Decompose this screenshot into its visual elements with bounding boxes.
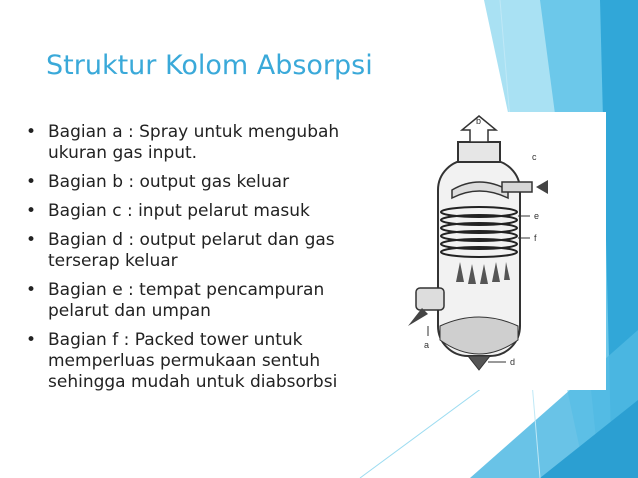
solvent-inlet-arrow — [536, 180, 548, 194]
bullet-text: Bagian f : Packed tower untuk memperluas permukaan sentuh sehingga mudah untuk diabsorbsi — [48, 330, 338, 392]
bullet-text: Bagian e : tempat pencampuran pelarut dan umpan — [48, 280, 325, 321]
bullet-text: Bagian a : Spray untuk mengubah ukuran gas input. — [48, 122, 340, 163]
bullet-list — [24, 122, 376, 401]
gas-inlet-nozzle — [416, 288, 444, 310]
liquid-outlet-arrow — [468, 356, 490, 370]
label-b: b — [476, 116, 482, 126]
label-d: d — [510, 357, 516, 367]
bullet-dot: • — [26, 280, 37, 300]
bullet-dot: • — [26, 201, 37, 221]
solvent-inlet-pipe — [502, 182, 532, 192]
bullet-dot: • — [26, 172, 37, 192]
bullet-item-f — [24, 330, 376, 393]
bullet-item-d — [24, 230, 376, 272]
bullet-item-e — [24, 280, 376, 322]
bullet-text: Bagian d : output pelarut dan gas terserap keluar — [48, 230, 335, 271]
label-e: e — [534, 211, 540, 221]
slide-title: Struktur Kolom Absorpsi — [46, 50, 373, 81]
label-f: f — [534, 233, 537, 243]
label-a: a — [424, 340, 430, 350]
bullet-dot: • — [26, 122, 37, 142]
bullet-text: Bagian b : output gas keluar — [48, 172, 290, 192]
bullet-item-c — [24, 201, 376, 222]
bullet-item-b — [24, 172, 376, 193]
absorption-column-diagram — [398, 112, 606, 390]
bullet-item-a — [24, 122, 376, 164]
outlet-neck — [458, 142, 500, 162]
label-c: c — [532, 152, 537, 162]
bullet-dot: • — [26, 330, 37, 350]
bullet-dot: • — [26, 230, 37, 250]
column-drawing — [398, 112, 606, 390]
bullet-text: Bagian c : input pelarut masuk — [48, 201, 310, 221]
